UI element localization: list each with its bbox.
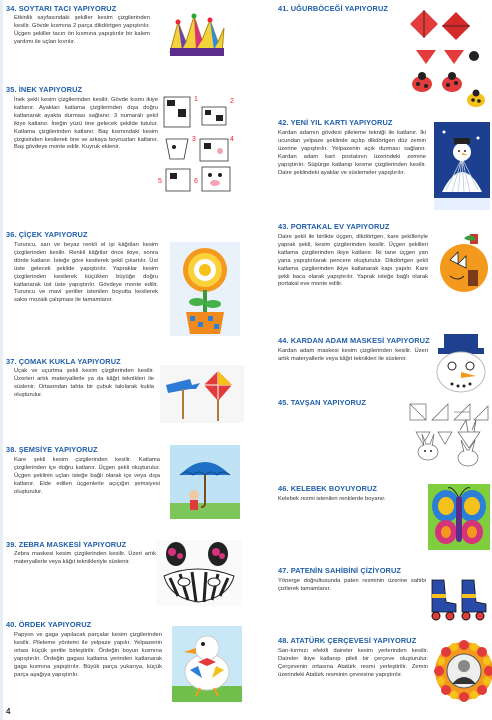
stick-puppet-icon [160, 365, 244, 423]
activity-title: 39. ZEBRA MASKESİ YAPIYORUZ [6, 540, 127, 549]
portrait-frame-icon [434, 640, 492, 702]
activity-title: 34. SOYTARI TACI YAPIYORUZ [6, 4, 117, 13]
step-2-label: 2 [230, 98, 234, 105]
activity-title: 41. UĞURBÖCEĞİ YAPIYORUZ [278, 4, 388, 13]
activity-text: Kare şekli kesim çizgilerinden kesilir. Katlama çizgilerinden içe doğru katlanır. Üçgen şekli oluşturulur. Üçgen şeklinin uçları isteğe bağlı olarak içe veya dışa katlanır. Elde edilen üçgenlerle açıçığın şemsiyesi oluşturulur. [14, 457, 160, 495]
roller-skate-icon [428, 574, 490, 622]
cow-steps-icon [158, 89, 242, 195]
snowman-mask-icon [432, 332, 490, 396]
activity-text: İnek şekli kesim çizgilerinden kesilir. Gövde kısmı ikiye katlanır. Ayakları katlama çizgilerinden dışa doğru katlanarak ayakta durması sağlanır. 3 numaralı şekil ikiye katlanır. İneğin yüzü öne gelecek şekilde tutulur. Katlama çizgilerinden katlanır. Baş kısmındaki kesim çizgisinden kesilerek öne ve arkaya boynuzları katlanır. Baş gövdeye monte edilir. Kuyruk eklenir. [14, 97, 158, 151]
step-1-label: 1 [194, 96, 198, 103]
page-margin-strip [0, 0, 3, 720]
activity-text: Turuncu, sarı ve beyaz renkli el işi kâğıtları kesim çizgilerinden kesilir. Renkli kâğıtlar önce ikiye, sonra dörde katlanır. İsteğe göre kesilerek şekil çıkartılır. Üst üste gelecek şekilde yapıştırılır. Yapraklar kesim çizgilerinden kesilerek küçükten büyüğe doğru katlanarak üst üste yapıştırılır. Gövdeye monte edilir. Turuncu ve mavi şeritler istenilen boyutta kesilerek saksı mozaik çalışması ile tamamlanır. [14, 242, 158, 304]
activity-title: 47. PATENİN SAHİBİNİ ÇİZİYORUZ [278, 566, 402, 575]
activity-text: Uçak ve uçurtma şekli kesim çizgilerinden kesilir. Üzerleri artık materyallerle ya da kâğıt teknikleri ile süslenir. Ortasından tahta bir çubuk takılarak kukla oluşturulur. [14, 368, 154, 398]
activity-text: Sarı-kırmızı efektli daireler kesim yerlerinden kesilir. Daireler ikiye katlanıp pileli bir çerçeve oluşturulur. Çerçevenin ortasına Atatürk resmi yerleştirilir. Zemin üzerindeki Atatürk resminin çevresine yapıştırılır. [278, 648, 428, 678]
activity-title: 38. ŞEMSİYE YAPIYORUZ [6, 445, 98, 454]
activity-text: Yönerge doğrultusunda paten resminin üzerine sahibi çizilerek tamamlanır. [278, 578, 426, 592]
step-6-label: 6 [194, 178, 198, 185]
activity-34 [6, 4, 246, 74]
activity-40 [6, 620, 246, 710]
activity-42 [278, 118, 490, 218]
activity-48 [278, 636, 490, 716]
activity-title: 36. ÇİÇEK YAPIYORUZ [6, 230, 88, 239]
page-number: 4 [6, 707, 11, 716]
activity-45 [278, 398, 490, 476]
activity-text: Kardan adamın gövdesi pileleme tekniği ile katlanır. İki ucundan yelpaze şeklinde açılıp dikdörtgen düz zemin üzerine yapıştırılır. Yelpazenin açık durması sağlanır. Kardan adam kart postalının üzerindeki zemine yapıştırılır. Süpürge katlanıp kesme çizgilerinden kesilir. Daire şeklindeki ayaklar ve süslemeler yapıştırılır. [278, 130, 426, 176]
activity-text: Etkinlik sayfasındaki şekiller kesim çizgilerinden kesilir. Gövde kısmına 2 parça dikdörtgen yapıştırılır. Üçgen şekiller tacın ön kısmına yapıştırılır bir kalem yardımı ile uçları kıvrılır. [14, 15, 150, 45]
step-5-label: 5 [158, 178, 162, 185]
activity-title: 37. ÇOMAK KUKLA YAPIYORUZ [6, 357, 121, 366]
snowman-card-icon [434, 122, 490, 210]
activity-title: 48. ATATÜRK ÇERÇEVESİ YAPIYORUZ [278, 636, 417, 645]
step-4-label: 4 [230, 136, 234, 143]
rabbit-steps-icon [408, 400, 490, 472]
activity-text: Kelebek resmi istenilen renklerde boyanır. [278, 496, 386, 502]
activity-text: Papyon ve gaga yapılacak parçalar kesim çizgilerinden kesilir. Pileleme yöntemi ile yelpaze yapılır. Yelpazenin ortası küçük şeritle birleştirilir. Ördeğin boyun kısmına yapıştırılır. Ördeğin gagası katlama yerinden katlanarak gaga kısmına yapıştırılır. Büyük parça yukarıya, küçük parça aşağıya yapıştırılır. [14, 632, 162, 678]
flower-pot-icon [170, 242, 240, 336]
activity-title: 46. KELEBEK BOYUYORUZ [278, 484, 378, 493]
butterfly-icon [428, 484, 490, 550]
activity-title: 45. TAVŞAN YAPIYORUZ [278, 398, 366, 407]
activity-title: 40. ÖRDEK YAPIYORUZ [6, 620, 92, 629]
activity-title: 42. YENİ YIL KARTI YAPIYORUZ [278, 118, 393, 127]
activity-text: Kardan adam maskesi kesim çizgilerinden kesilir. Üzeri artık materyallerle veya kâğıt teknikleri ile süslenir. [278, 348, 428, 362]
activity-36 [6, 230, 246, 350]
duck-icon [172, 626, 242, 702]
activity-43 [278, 222, 490, 332]
zebra-mask-icon [156, 540, 242, 606]
activity-37 [6, 357, 246, 429]
orange-house-icon [438, 230, 490, 296]
activity-title: 43. PORTAKAL EV YAPIYORUZ [278, 222, 390, 231]
activity-35 [6, 85, 246, 220]
activity-39 [6, 540, 246, 612]
step-3-label: 3 [192, 136, 196, 143]
activity-text: Zebra maskesi kesim çizgilerinden kesilir. Üzeri artık materyallerle veya kâğıt teknikleriyle süslenir. [14, 551, 156, 565]
activity-46 [278, 484, 490, 560]
jester-crown-icon [166, 12, 228, 60]
activity-44 [278, 336, 490, 396]
activity-38 [6, 445, 246, 525]
activity-41 [278, 4, 490, 112]
activity-title: 44. KARDAN ADAM MASKESİ YAPIYORUZ [278, 336, 430, 345]
activity-47 [278, 566, 490, 626]
umbrella-icon [170, 445, 240, 519]
activity-title: 35. İNEK YAPIYORUZ [6, 85, 83, 94]
ladybug-steps-icon [408, 4, 488, 110]
activity-text: Daire şekli ile birlikte üçgen, dikdörtgen, kare şekilleriyle yaprak şekli, kesim çizgilerinden kesilir. Üçgen şekilleri katlama çizgilerinden ikiye katlanır. İki tane üçgen yan yana yapıştırılarak pencere oluşturulur. Dikdörtgen şekli katlama çizgilerinden ikiye katlanarak kapı yapılır. Kare şekli baca olarak yapıştırılır. Yaprak isteğe bağlı olarak portakal eve monte edilir. [278, 234, 428, 288]
